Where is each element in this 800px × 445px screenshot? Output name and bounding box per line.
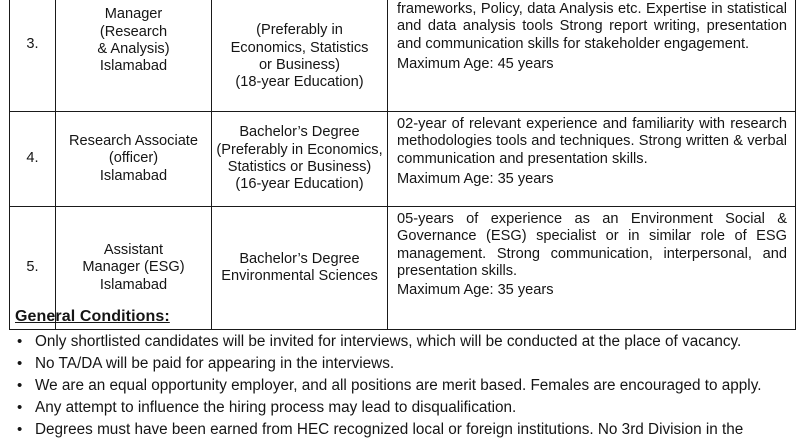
post-location: Islamabad: [99, 58, 168, 75]
post-title: [56, 0, 212, 112]
education-line: (Preferably in: [256, 22, 343, 39]
education-line: (Preferably in Economics,: [216, 141, 383, 158]
requirement-text: 05-years of experience as an Environment Social & Governance (ESG) specialist or in similar role of ESG management. Strong communication, interpersonal, and presentation skills.: [397, 211, 787, 279]
post-location: Islamabad: [99, 167, 168, 184]
post-location: Islamabad: [99, 276, 168, 293]
education-line: Economics, Statistics: [230, 39, 369, 56]
condition-text: Degrees must have been earned from HEC recognized local or foreign institutions. No 3rd Division in the: [35, 421, 744, 438]
serial-number: 3.: [10, 0, 56, 112]
condition-text: No TA/DA will be paid for appearing in the interviews.: [35, 355, 395, 372]
condition-text: We are an equal opportunity employer, and all positions are merit based. Females are encouraged to apply.: [35, 377, 762, 394]
post-title: [56, 112, 212, 207]
education-line: Statistics or Business): [227, 159, 372, 175]
education-line: Bachelor’s Degree: [239, 250, 360, 267]
education-line: (16-year Education): [235, 176, 364, 193]
vacancy-table: [9, 0, 796, 330]
bullet-icon: •: [17, 421, 23, 438]
education-cell: [212, 112, 388, 207]
post-title-line: & Analysis): [97, 41, 170, 57]
max-age: Maximum Age: 35 years: [397, 282, 554, 299]
requirements-cell: [388, 112, 796, 207]
condition-text: Only shortlisted candidates will be invited for interviews, which will be conducted at the place of vacancy.: [35, 333, 742, 350]
post-title-line: Manager: [104, 6, 163, 23]
table-row: [10, 112, 796, 207]
requirement-text: frameworks, Policy, data Analysis etc. Expertise in statistical and data analysis tools Strong report writing, presentation and communication skills for stakeholder engagement.: [397, 1, 787, 52]
condition-text: Any attempt to influence the hiring process may lead to disqualification.: [35, 399, 517, 416]
general-conditions-title: General Conditions:: [15, 308, 170, 325]
post-title-line: Assistant: [103, 242, 164, 259]
education-cell: [212, 0, 388, 112]
post-title-line: Research Associate: [69, 133, 198, 150]
education-line: Environmental Sciences: [221, 268, 378, 284]
list-item: [15, 331, 790, 353]
bullet-icon: •: [17, 355, 23, 372]
general-conditions: [15, 308, 790, 441]
max-age: Maximum Age: 35 years: [397, 170, 554, 187]
bullet-icon: •: [17, 377, 23, 394]
education-line: (18-year Education): [235, 74, 364, 91]
serial-number: 4.: [10, 112, 56, 207]
conditions-list: [15, 331, 790, 441]
list-item: [15, 375, 790, 397]
max-age: Maximum Age: 45 years: [397, 55, 554, 72]
serial-number: 5.: [10, 207, 56, 330]
list-item: [15, 419, 790, 441]
table-row: [10, 0, 796, 112]
education-line: or Business): [258, 57, 341, 73]
post-title-line: Manager (ESG): [82, 259, 185, 276]
list-item: [15, 397, 790, 419]
list-item: [15, 353, 790, 375]
bullet-icon: •: [17, 333, 23, 350]
bullet-icon: •: [17, 399, 23, 416]
education-line: Bachelor’s Degree: [239, 124, 360, 141]
requirements-cell: [388, 0, 796, 112]
requirement-text: 02-year of relevant experience and familiarity with research methodologies tools and techniques. Strong written & verbal communication and presentation skills.: [397, 116, 787, 167]
post-title-line: (Research: [99, 23, 168, 40]
post-title-line: (officer): [108, 150, 159, 167]
